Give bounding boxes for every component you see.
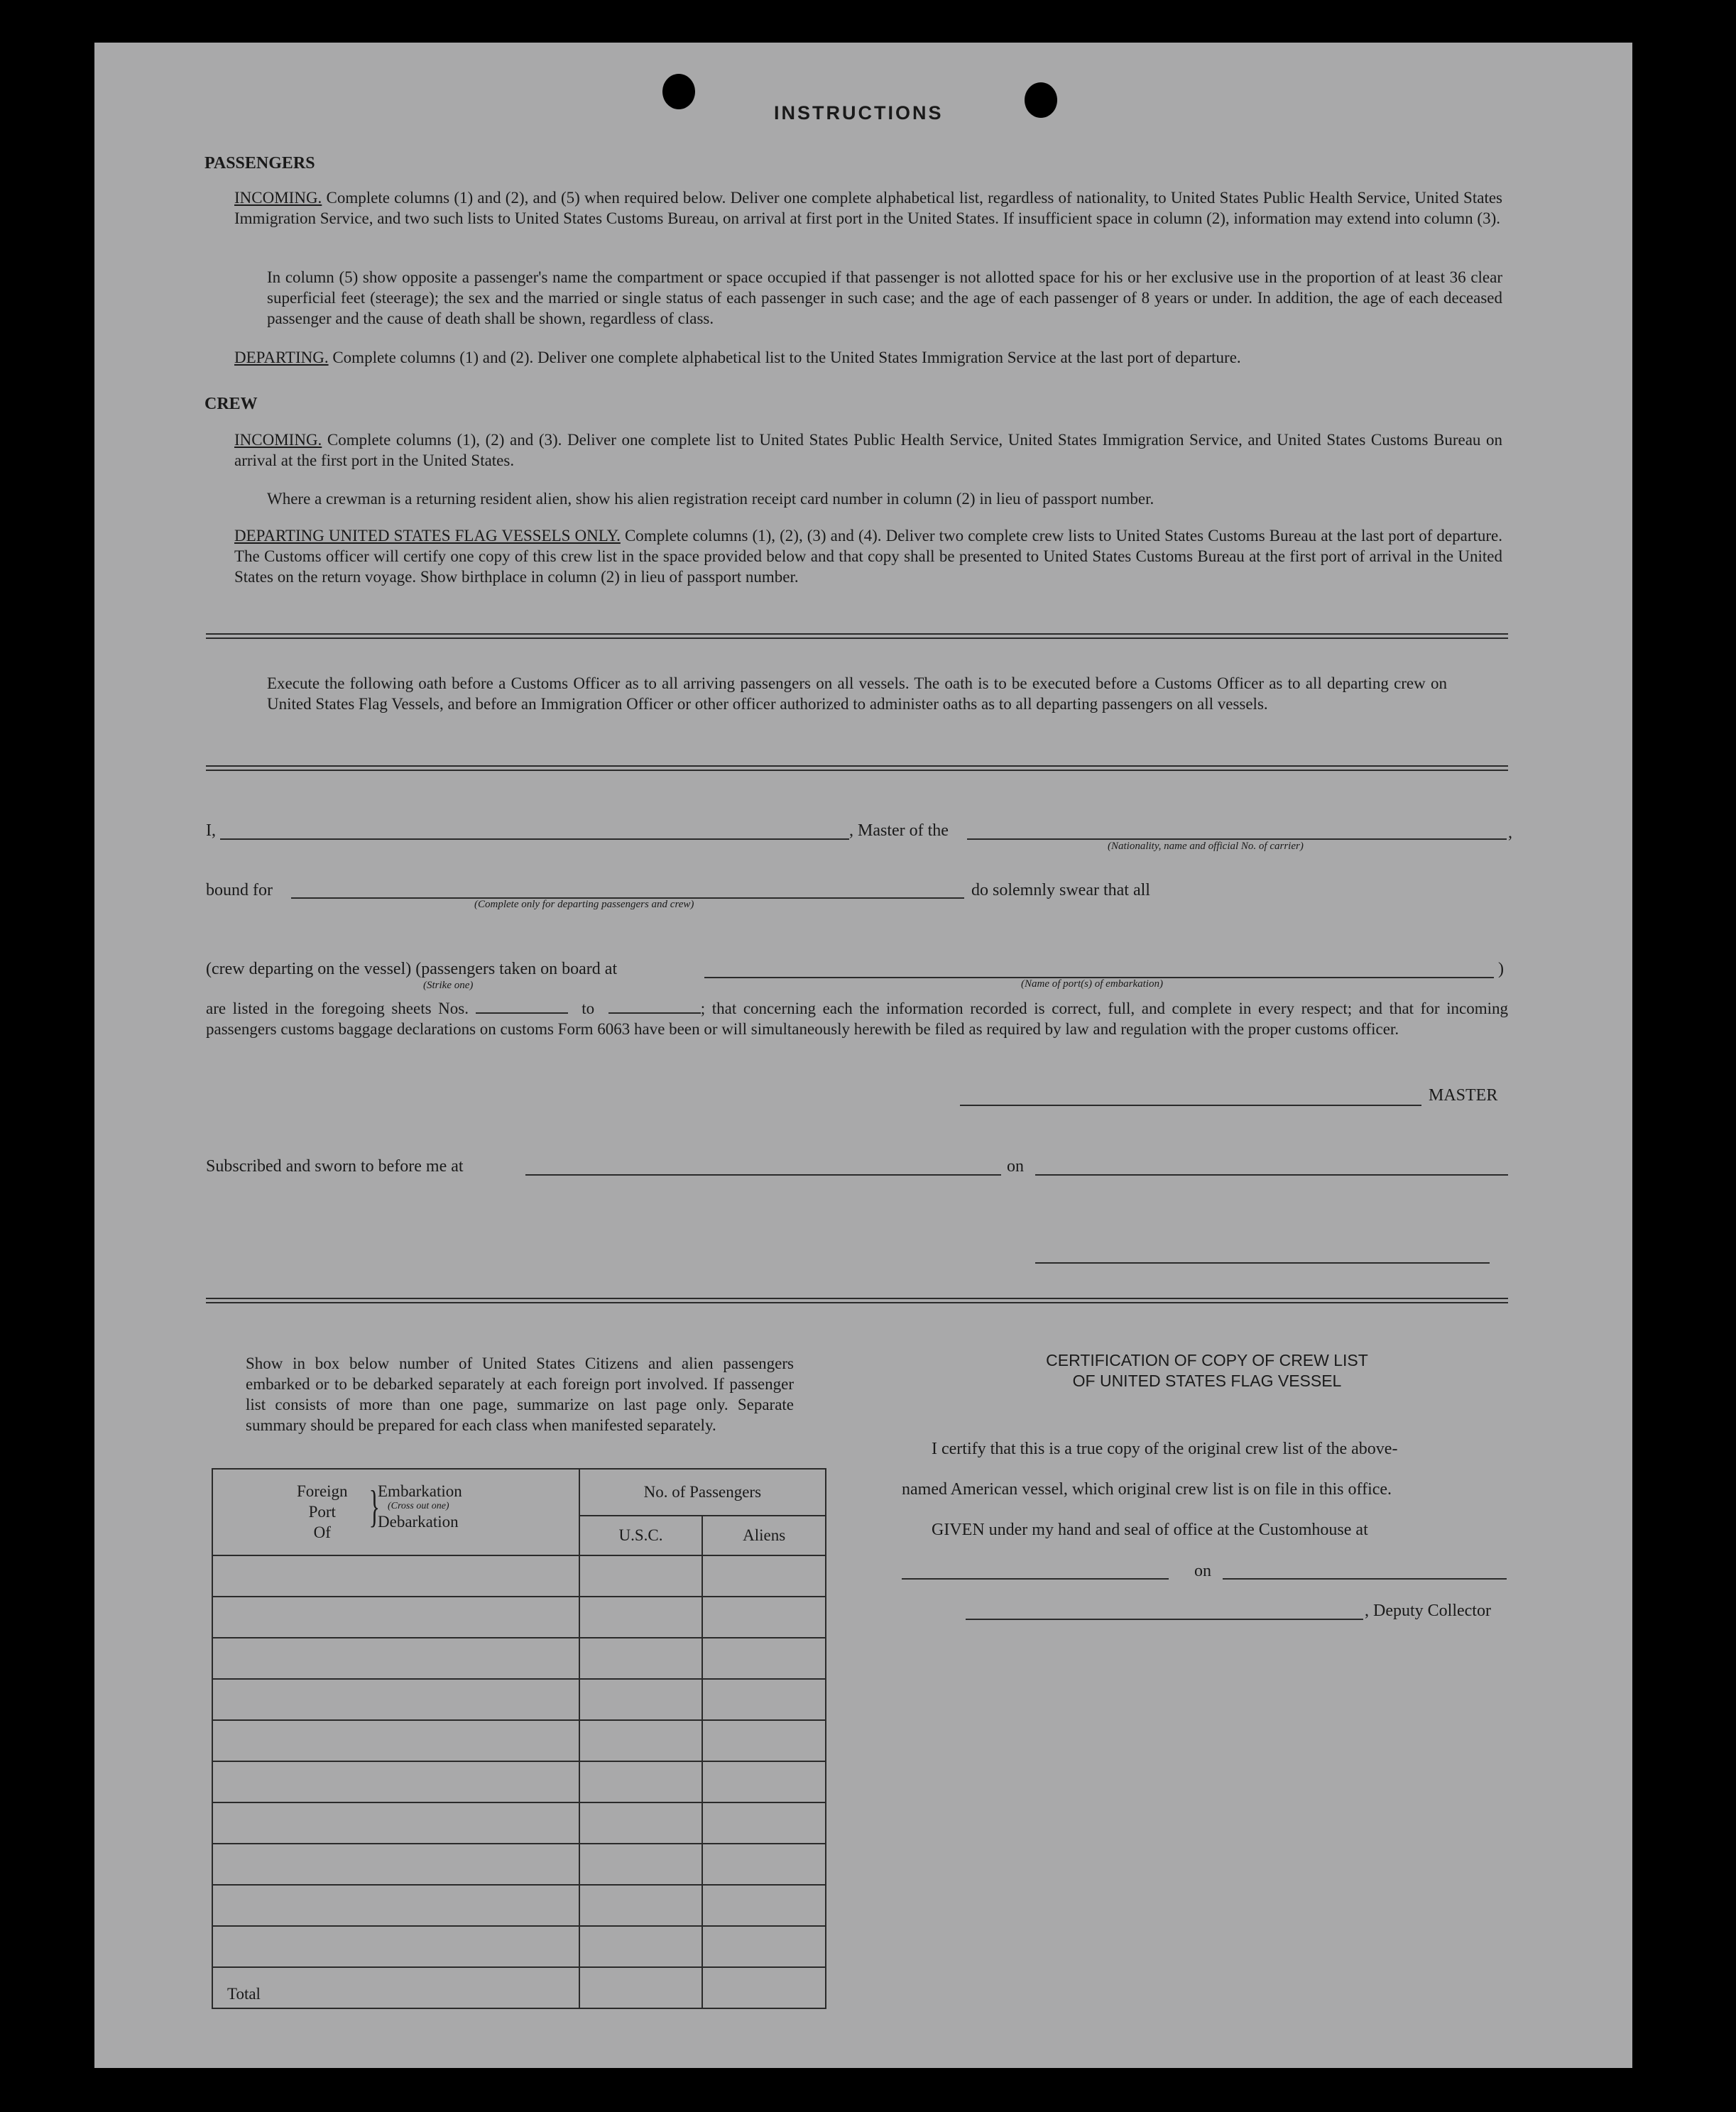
crew-alien-paragraph: Where a crewman is a returning resident alien, show his alien registration receipt card number in column (2) in lieu of passport number.	[267, 490, 1154, 508]
passengers-departing-paragraph	[234, 347, 1502, 368]
usc-cell[interactable]	[579, 1761, 703, 1802]
usc-cell[interactable]	[579, 1638, 703, 1679]
customhouse-line[interactable]	[902, 1578, 1169, 1580]
port-cell[interactable]	[212, 1844, 579, 1885]
usc-cell[interactable]	[579, 1844, 703, 1885]
port-cell[interactable]	[212, 1761, 579, 1802]
aliens-cell[interactable]	[702, 1679, 826, 1720]
crew-departing-text: Complete columns (1), (2), (3) and (4). Deliver two complete crew lists to United States Customs Bureau at the last port of departure. The Customs officer will certify one copy of this crew list in the space provided below and that copy shall be presented to United States Customs Bureau at the first port of arrival in the United States on the return voyage. Show birthplace in column (2) in lieu of passport number.	[234, 527, 1503, 586]
table-row	[212, 1597, 826, 1638]
certification-on-label: on	[1194, 1562, 1211, 1580]
bound-for-label: bound for	[206, 881, 273, 899]
passengers-heading: PASSENGERS	[204, 154, 315, 173]
divider	[206, 765, 1508, 771]
certification-title	[902, 1350, 1512, 1391]
page-title: INSTRUCTIONS	[774, 102, 944, 124]
certification-title-line2: OF UNITED STATES FLAG VESSEL	[1072, 1372, 1342, 1390]
aliens-cell[interactable]	[702, 1638, 826, 1679]
embarkation-label: Embarkation	[378, 1482, 462, 1500]
deputy-collector-label: , Deputy Collector	[1365, 1602, 1491, 1620]
aliens-cell[interactable]	[702, 1555, 826, 1597]
certification-date-line[interactable]	[1223, 1578, 1507, 1580]
port-cell[interactable]	[212, 1597, 579, 1638]
subscribed-place-line[interactable]	[525, 1174, 1001, 1176]
usc-cell[interactable]	[579, 1926, 703, 1967]
close-paren: )	[1498, 960, 1504, 978]
aliens-cell[interactable]	[702, 1926, 826, 1967]
crew-incoming-text: Complete columns (1), (2) and (3). Deliver one complete list to United States Public Health Service, United States Immigration Service, and United States Customs Bureau on arrival at the first port in the United States.	[234, 431, 1502, 469]
port-cell[interactable]	[212, 1638, 579, 1679]
port-cell[interactable]	[212, 1885, 579, 1926]
crew-departing-label: DEPARTING UNITED STATES FLAG VESSELS ONLY.	[234, 527, 621, 545]
aliens-total-cell[interactable]	[702, 1967, 826, 2008]
total-row	[212, 1967, 826, 2008]
carrier-line[interactable]	[967, 838, 1507, 840]
aliens-cell[interactable]	[702, 1802, 826, 1844]
table-row	[212, 1679, 826, 1720]
table-row	[212, 1761, 826, 1802]
divider	[206, 633, 1508, 639]
port-label: Port	[308, 1503, 336, 1521]
subscribed-on-label: on	[1007, 1157, 1024, 1176]
aliens-cell[interactable]	[702, 1597, 826, 1638]
subscribed-label: Subscribed and sworn to before me at	[206, 1157, 464, 1176]
listed-paragraph	[206, 998, 1508, 1039]
usc-cell[interactable]	[579, 1597, 703, 1638]
of-label: Of	[313, 1523, 331, 1541]
certification-line1: I certify that this is a true copy of the original crew list of the above-	[932, 1440, 1398, 1458]
box-intro-paragraph: Show in box below number of United States Citizens and alien passengers embarked or to be debarked separately at each foreign port involved. If passenger list consists of more than one page, summarize on last page only. Separate summary should be prepared for each class when manifested separately.	[246, 1355, 794, 1434]
foreign-label: Foreign	[297, 1482, 348, 1500]
passenger-summary-table	[212, 1468, 826, 2009]
table-row	[212, 1802, 826, 1844]
ports-note: (Name of port(s) of embarkation)	[1021, 978, 1163, 990]
sheet-from-field[interactable]	[476, 1000, 568, 1014]
port-cell[interactable]	[212, 1720, 579, 1761]
to-label: to	[582, 1000, 595, 1017]
crew-incoming-label: INCOMING.	[234, 431, 322, 449]
complete-only-note: (Complete only for departing passengers and crew)	[474, 899, 694, 910]
certification-line2: named American vessel, which original crew list is on file in this office.	[902, 1480, 1392, 1499]
certification-line3: GIVEN under my hand and seal of office at the Customhouse at	[932, 1521, 1368, 1539]
certification-title-line1: CERTIFICATION OF COPY OF CREW LIST	[1046, 1351, 1368, 1369]
aliens-cell[interactable]	[702, 1720, 826, 1761]
master-name-line[interactable]	[220, 838, 849, 840]
subscribed-date-line[interactable]	[1035, 1174, 1508, 1176]
port-cell[interactable]	[212, 1802, 579, 1844]
usc-header: U.S.C.	[579, 1516, 703, 1555]
aliens-cell[interactable]	[702, 1885, 826, 1926]
brace-icon: }	[369, 1481, 381, 1531]
aliens-header: Aliens	[702, 1516, 826, 1555]
nationality-note: (Nationality, name and official No. of carrier)	[1108, 841, 1304, 852]
strike-one-note: (Strike one)	[423, 980, 474, 991]
passengers-departing-label: DEPARTING.	[234, 349, 329, 366]
master-label: MASTER	[1429, 1086, 1498, 1105]
oath-i-label: I,	[206, 821, 216, 840]
comma: ,	[1508, 824, 1512, 842]
swear-label: do solemnly swear that all	[971, 881, 1150, 899]
usc-cell[interactable]	[579, 1720, 703, 1761]
passengers-incoming-label: INCOMING.	[234, 189, 322, 207]
officer-signature-line[interactable]	[1035, 1262, 1490, 1264]
usc-cell[interactable]	[579, 1679, 703, 1720]
sheet-to-field[interactable]	[608, 1000, 701, 1014]
table-row	[212, 1926, 826, 1967]
crew-departing-paragraph	[234, 525, 1502, 587]
table-row	[212, 1638, 826, 1679]
table-row	[212, 1555, 826, 1597]
total-label-cell	[212, 1967, 579, 2008]
deputy-signature-line[interactable]	[966, 1619, 1363, 1620]
master-of-the-label: , Master of the	[849, 821, 949, 840]
crew-heading: CREW	[204, 395, 258, 413]
debarkation-label: Debarkation	[378, 1513, 459, 1531]
punch-hole-right	[1025, 82, 1057, 118]
table-row	[212, 1844, 826, 1885]
oath-intro-paragraph: Execute the following oath before a Customs Officer as to all arriving passengers on all vessels. The oath is to be executed before a Customs Officer as to all departing crew on United States Flag Vessels, and before an Immigration Officer or other officer authorized to administer oaths as to all departing passengers on all vessels.	[267, 674, 1447, 713]
total-label: Total	[227, 1985, 261, 2003]
port-cell[interactable]	[212, 1926, 579, 1967]
aliens-cell[interactable]	[702, 1761, 826, 1802]
passengers-column5-paragraph: In column (5) show opposite a passenger's name the compartment or space occupied if that passenger is not allotted space for his or her exclusive use in the proportion of at least 36 clear superficial feet (steerage); the sex and the married or single status of each passenger in such case; and the age of each passenger of 8 years or under. In addition, the age of each deceased passenger and the cause of death shall be shown, regardless of class.	[267, 268, 1502, 327]
cross-out-label: (Cross out one)	[388, 1501, 449, 1511]
divider	[206, 1298, 1508, 1303]
usc-cell[interactable]	[579, 1555, 703, 1597]
passengers-incoming-text: Complete columns (1) and (2), and (5) when required below. Deliver one complete alphabetical list, regardless of nationality, to United States Public Health Service, United States Immigration Service, and two such lists to United States Customs Bureau, on arrival at first port in the United States. If insufficient space in column (2), information may extend into column (3).	[234, 189, 1502, 227]
usc-cell[interactable]	[579, 1802, 703, 1844]
crew-departing-label: (crew departing on the vessel) (passengers taken on board at	[206, 960, 618, 978]
passengers-incoming-paragraph	[234, 187, 1502, 229]
crew-incoming-paragraph	[234, 429, 1502, 471]
no-passengers-header: No. of Passengers	[579, 1469, 826, 1516]
table-row	[212, 1885, 826, 1926]
listed-in-label: are listed in the foregoing sheets Nos.	[206, 1000, 469, 1017]
usc-cell[interactable]	[579, 1885, 703, 1926]
passengers-departing-text: Complete columns (1) and (2). Deliver one complete alphabetical list to the United States Immigration Service at the last port of departure.	[332, 349, 1241, 366]
table-row	[212, 1720, 826, 1761]
oath-rest-text: ; that concerning each the information recorded is correct, full, and complete in every respect; and that for incoming passengers customs baggage declarations on customs Form 6063 have been or will simultaneously herewith be filed as required by law and regulation with the proper customs officer.	[206, 1000, 1508, 1038]
master-signature-line[interactable]	[960, 1105, 1421, 1106]
usc-total-cell[interactable]	[579, 1967, 703, 2008]
port-header-cell	[212, 1469, 579, 1555]
port-cell[interactable]	[212, 1555, 579, 1597]
aliens-cell[interactable]	[702, 1844, 826, 1885]
port-cell[interactable]	[212, 1679, 579, 1720]
punch-hole-left	[662, 74, 695, 109]
